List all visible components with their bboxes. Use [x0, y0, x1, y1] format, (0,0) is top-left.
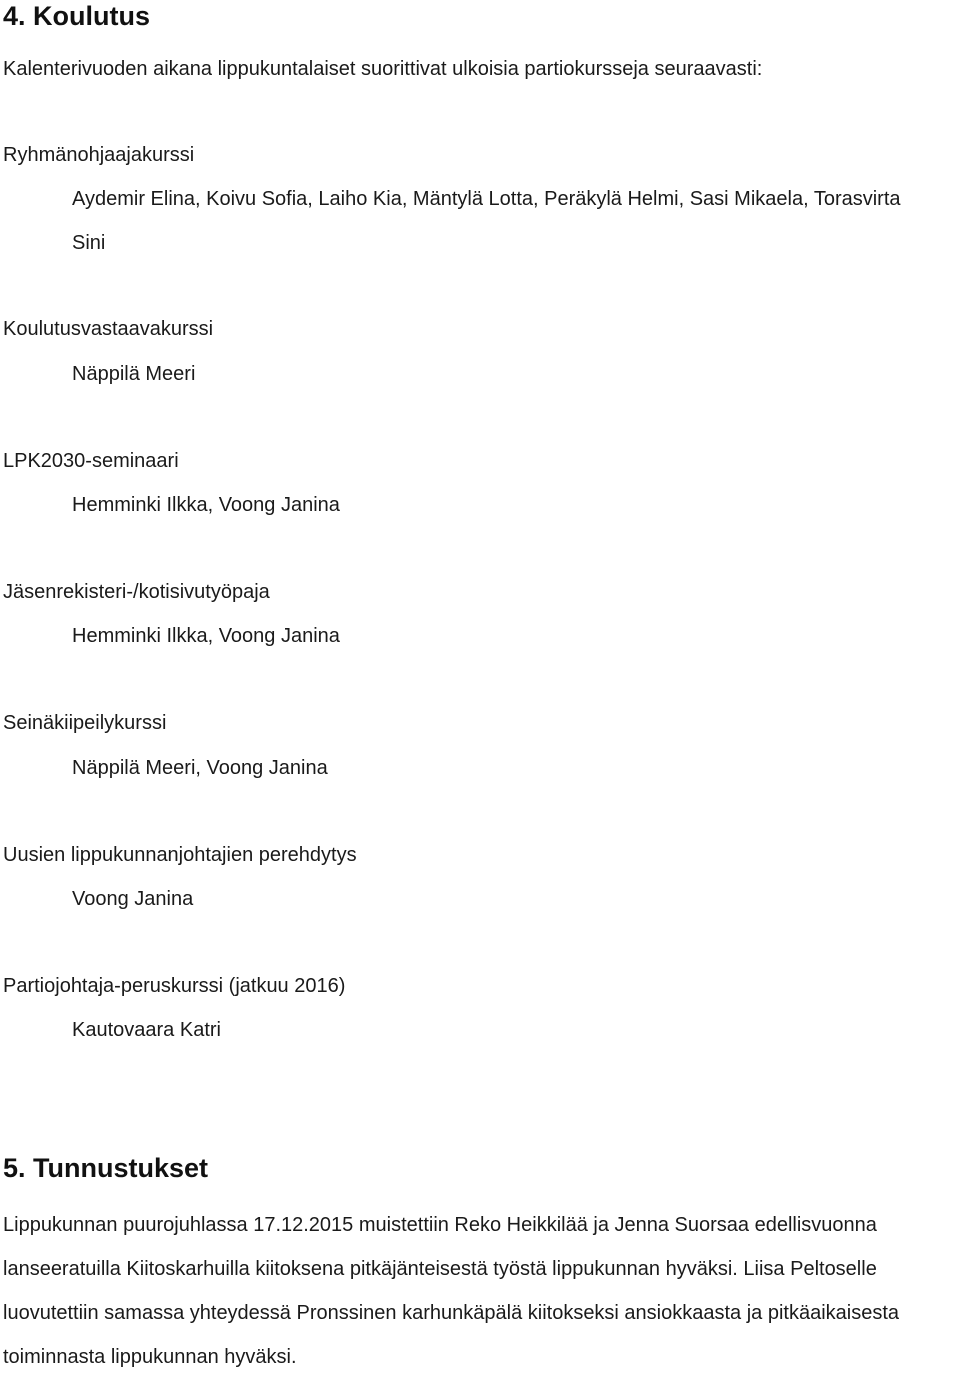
section-4-intro: Kalenterivuoden aikana lippukuntalaiset suorittivat ulkoisia partiokursseja seuraavasti:: [3, 58, 763, 80]
course-name: Uusien lippukunnanjohtajien perehdytys: [3, 844, 357, 866]
course-name: LPK2030-seminaari: [3, 450, 179, 472]
section-4-heading: 4. Koulutus: [3, 1, 150, 31]
course-participants: Näppilä Meeri: [72, 363, 196, 385]
course-participants: Kautovaara Katri: [72, 1019, 221, 1041]
course-participants: Voong Janina: [72, 888, 194, 910]
course-name: Partiojohtaja-peruskurssi (jatkuu 2016): [3, 975, 346, 997]
section-5-paragraph: Lippukunnan puurojuhlassa 17.12.2015 muistettiin Reko Heikkilää ja Jenna Suorsaa edellisvuonna lanseeratuilla Kiitoskarhuilla kiitoksena pitkäjänteisestä työstä lippukunnan hyväksi. Liisa Peltoselle luovutettiin samassa yhteydessä Pronssinen karhunkäpälä kiitokseksi ansiokkaasta ja pitkäaikaisesta toiminnasta lippukunnan hyväksi.: [3, 1214, 900, 1368]
course-participants: Näppilä Meeri, Voong Janina: [72, 757, 328, 779]
course-participants: Aydemir Elina, Koivu Sofia, Laiho Kia, Mäntylä Lotta, Peräkylä Helmi, Sasi Mikaela, Torasvirta: [72, 188, 901, 210]
course-name: Seinäkiipeilykurssi: [3, 712, 167, 734]
course-name: Koulutusvastaavakurssi: [3, 318, 214, 340]
course-participants: Hemminki Ilkka, Voong Janina: [72, 494, 340, 516]
course-participants: Sini: [72, 232, 106, 254]
course-name: Ryhmänohjaajakurssi: [3, 144, 195, 166]
section-5-heading: 5. Tunnustukset: [3, 1153, 209, 1183]
course-participants: Hemminki Ilkka, Voong Janina: [72, 625, 340, 647]
course-name: Jäsenrekisteri-/kotisivutyöpaja: [3, 581, 270, 603]
